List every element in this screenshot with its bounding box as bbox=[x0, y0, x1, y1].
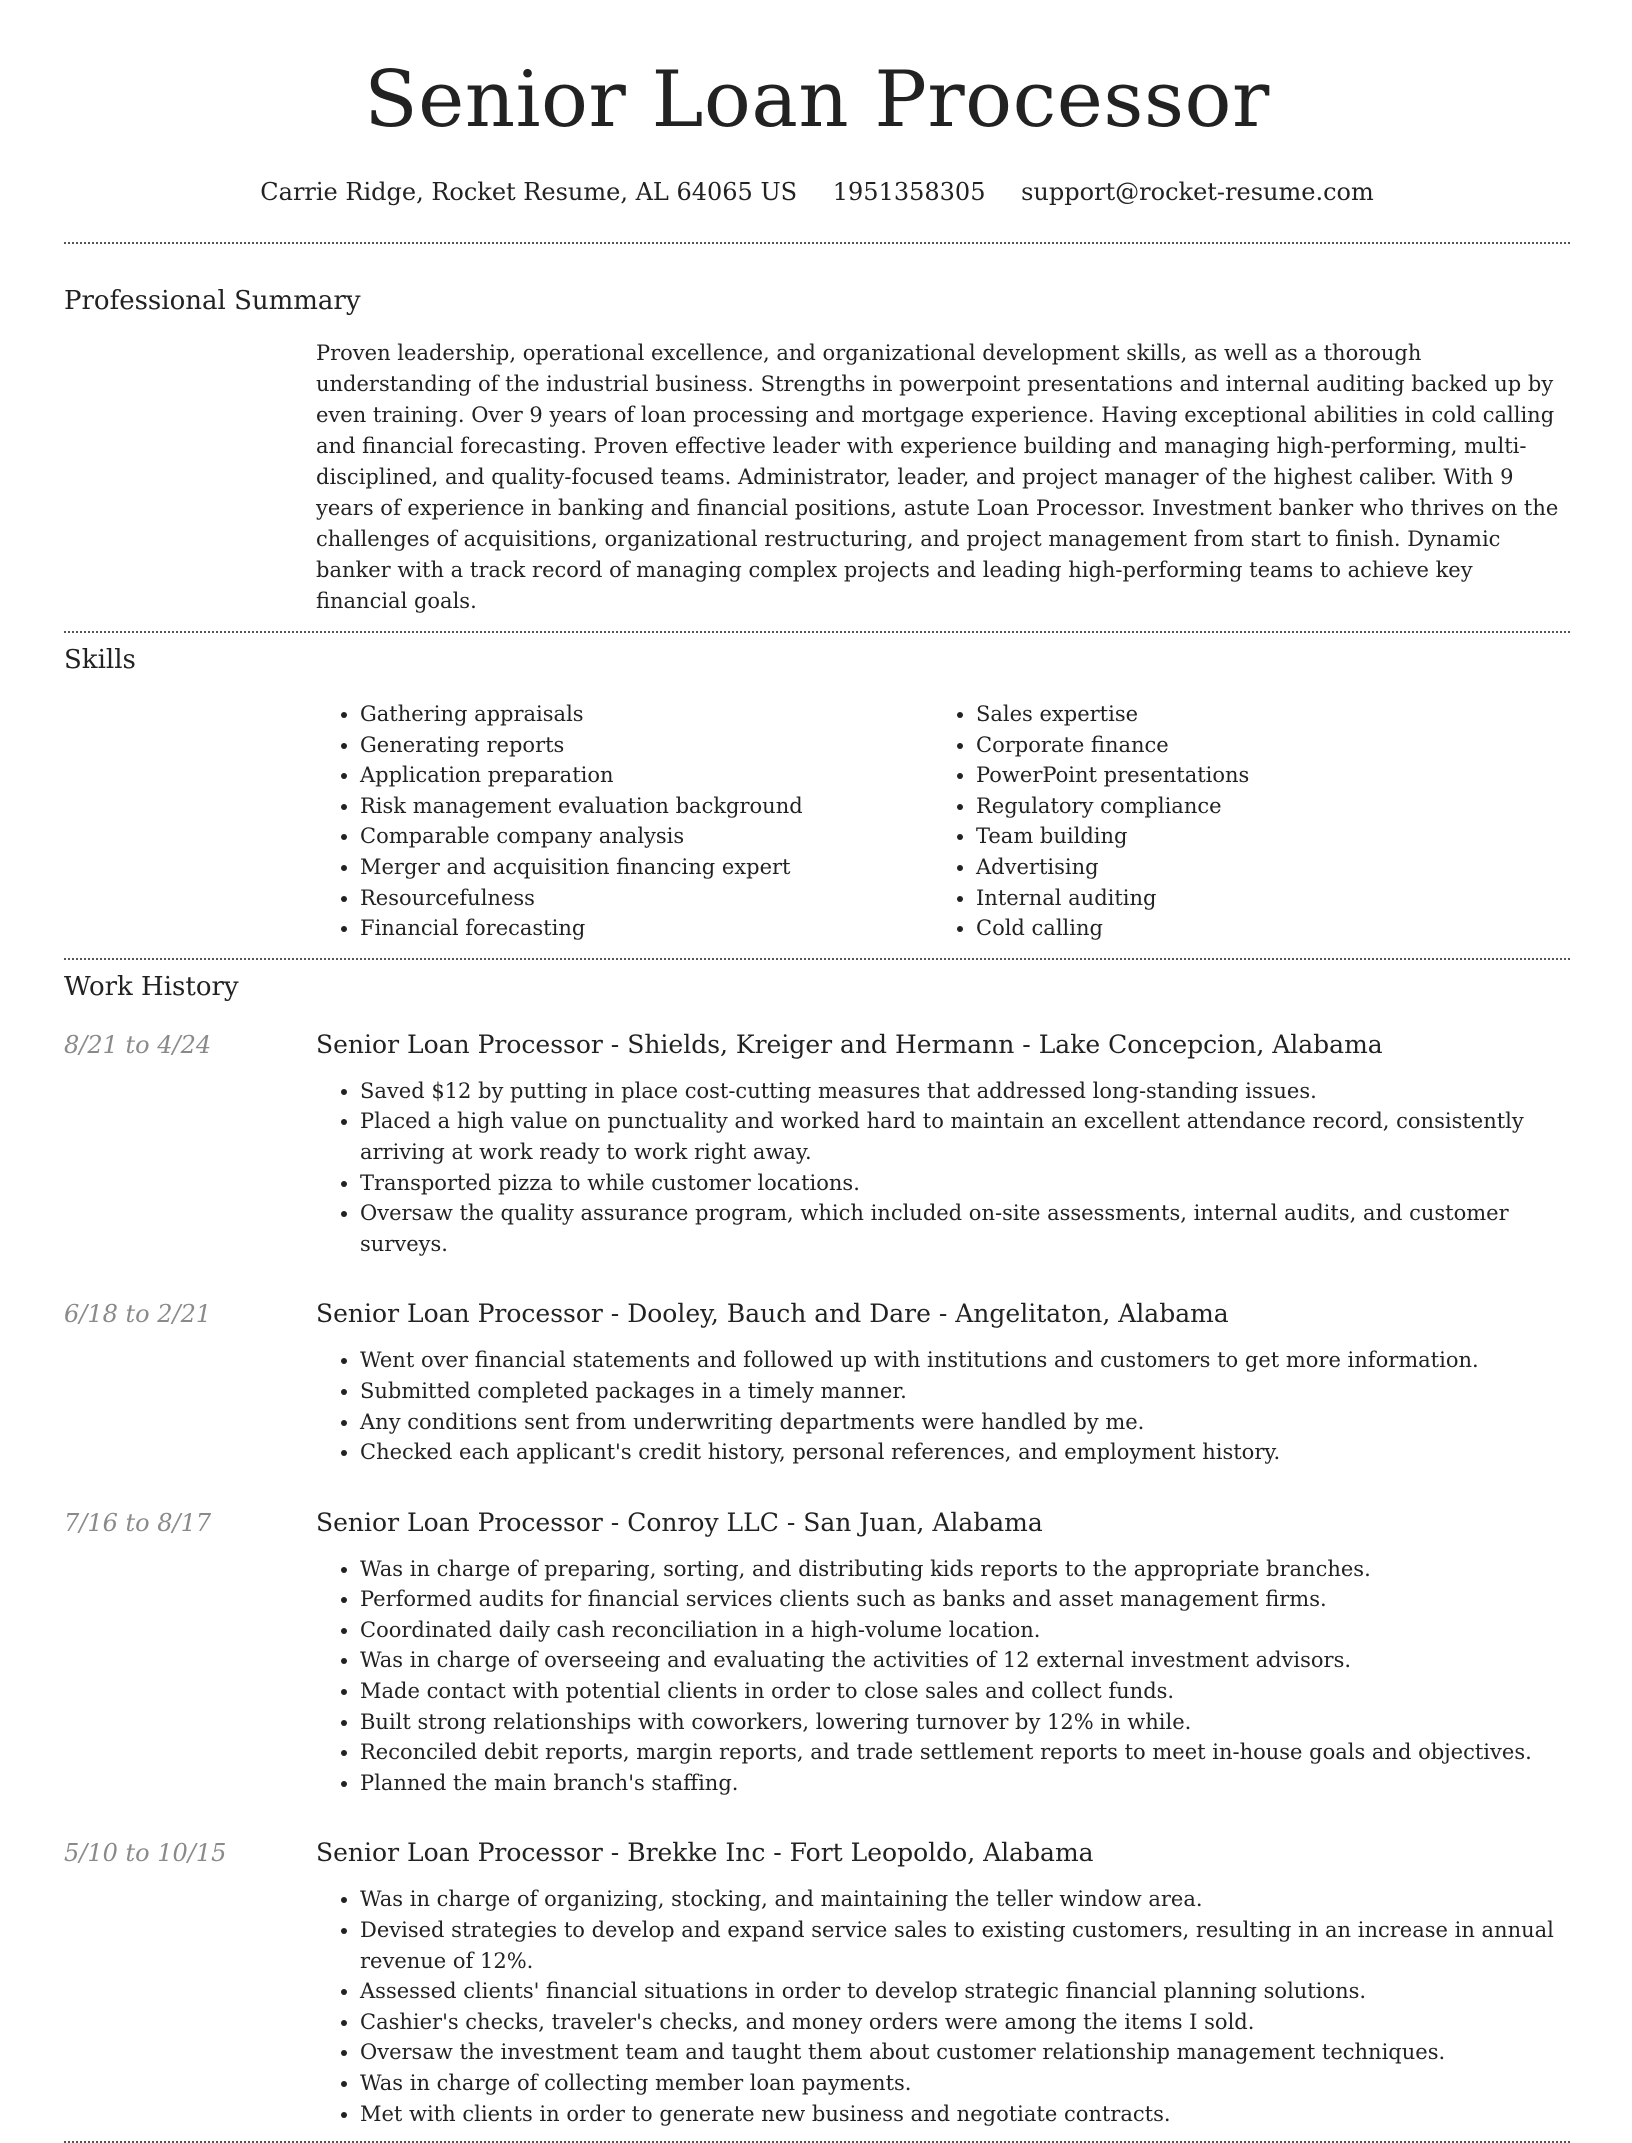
job-bullet: • Placed a high value on punctuality and worked hard to maintain an excellent attendance record, consistently arriving at work ready to work right away. bbox=[360, 1106, 1570, 1167]
job-dates: 5/10 to 10/15 bbox=[64, 1839, 227, 1868]
job-entry bbox=[64, 1836, 1570, 2129]
skills-column-right bbox=[932, 699, 1548, 944]
job-dates: 8/21 to 4/24 bbox=[64, 1030, 212, 1059]
divider bbox=[64, 958, 1570, 960]
skills-column-left bbox=[316, 699, 932, 944]
divider bbox=[64, 242, 1570, 244]
job-bullet: • Submitted completed packages in a timely manner. bbox=[360, 1376, 1570, 1407]
job-bullet: • Checked each applicant's credit history, personal references, and employment history. bbox=[360, 1437, 1570, 1468]
job-bullet: • Any conditions sent from underwriting departments were handled by me. bbox=[360, 1407, 1570, 1438]
skill-item: • Gathering appraisals bbox=[360, 699, 932, 730]
job-entry bbox=[64, 1506, 1570, 1799]
job-dates: 6/18 to 2/21 bbox=[64, 1300, 212, 1329]
job-bullet: • Planned the main branch's staffing. bbox=[360, 1768, 1570, 1799]
job-bullets bbox=[316, 1345, 1570, 1467]
contact-phone: 1951358305 bbox=[832, 178, 986, 206]
skills-section bbox=[64, 643, 1570, 944]
job-bullet: • Was in charge of collecting member loan payments. bbox=[360, 2068, 1570, 2099]
skill-item: • Team building bbox=[976, 821, 1548, 852]
skill-item: • Comparable company analysis bbox=[360, 821, 932, 852]
skills-heading: Skills bbox=[64, 645, 136, 675]
job-title: Senior Loan Processor - Shields, Kreiger and Hermann - Lake Concepcion, Alabama bbox=[316, 1029, 1383, 1059]
job-bullet: • Devised strategies to develop and expand service sales to existing customers, resulting in an increase in annual revenue of 12%. bbox=[360, 1915, 1570, 1976]
job-entry bbox=[64, 1028, 1570, 1260]
job-bullet: • Coordinated daily cash reconciliation in a high-volume location. bbox=[360, 1615, 1570, 1646]
divider bbox=[64, 631, 1570, 633]
skill-item: • Application preparation bbox=[360, 760, 932, 791]
job-bullets bbox=[316, 1076, 1570, 1260]
summary-text: Proven leadership, operational excellence, and organizational development skills, as well as a thorough understanding of the industrial business. Strengths in powerpoint presentations and internal auditing backed up by even training. Over 9 years of loan processing and mortgage experience. Having exceptional abilities in cold calling and financial forecasting. Proven effective leader with experience building and managing high-performing, multi-disciplined, and quality-focused teams. Administrator, leader, and project manager of the highest caliber. With 9 years of experience in banking and financial positions, astute Loan Processor. Investment banker who thrives on the challenges of acquisitions, organizational restructuring, and project management from start to finish. Dynamic banker with a track record of managing complex projects and leading high-performing teams to achieve key financial goals. bbox=[316, 341, 1559, 613]
job-entry bbox=[64, 1297, 1570, 1467]
contact-email: support@rocket-resume.com bbox=[1021, 178, 1374, 206]
skill-item: • PowerPoint presentations bbox=[976, 760, 1548, 791]
job-bullet: • Built strong relationships with coworkers, lowering turnover by 12% in while. bbox=[360, 1707, 1570, 1738]
resume-title: Senior Loan Processor bbox=[364, 55, 1270, 145]
skill-item: • Sales expertise bbox=[976, 699, 1548, 730]
job-bullet: • Was in charge of overseeing and evaluating the activities of 12 external investment advisors. bbox=[360, 1645, 1570, 1676]
skill-item: • Internal auditing bbox=[976, 883, 1548, 914]
skill-item: • Resourcefulness bbox=[360, 883, 932, 914]
job-bullet: • Saved $12 by putting in place cost-cutting measures that addressed long-standing issues. bbox=[360, 1076, 1570, 1107]
skill-item: • Financial forecasting bbox=[360, 913, 932, 944]
job-bullet: • Oversaw the investment team and taught them about customer relationship management techniques. bbox=[360, 2037, 1570, 2068]
job-bullet: • Assessed clients' financial situations in order to develop strategic financial planning solutions. bbox=[360, 1976, 1570, 2007]
skill-item: • Corporate finance bbox=[976, 730, 1548, 761]
job-bullet: • Reconciled debit reports, margin reports, and trade settlement reports to meet in-house goals and objectives. bbox=[360, 1737, 1570, 1768]
resume-page bbox=[64, 0, 1570, 2143]
job-bullet: • Cashier's checks, traveler's checks, and money orders were among the items I sold. bbox=[360, 2007, 1570, 2038]
job-title: Senior Loan Processor - Dooley, Bauch and Dare - Angelitaton, Alabama bbox=[316, 1299, 1229, 1329]
summary-heading: Professional Summary bbox=[64, 286, 361, 316]
job-bullet: • Met with clients in order to generate new business and negotiate contracts. bbox=[360, 2099, 1570, 2130]
skill-item: • Generating reports bbox=[360, 730, 932, 761]
job-bullet: • Oversaw the quality assurance program, which included on-site assessments, internal audits, and customer surveys. bbox=[360, 1198, 1570, 1259]
job-bullet: • Transported pizza to while customer locations. bbox=[360, 1168, 1570, 1199]
job-bullet: • Made contact with potential clients in order to close sales and collect funds. bbox=[360, 1676, 1570, 1707]
job-bullet: • Went over financial statements and followed up with institutions and customers to get more information. bbox=[360, 1345, 1570, 1376]
job-bullet: • Was in charge of organizing, stocking, and maintaining the teller window area. bbox=[360, 1884, 1570, 1915]
skills-list bbox=[316, 699, 1570, 944]
job-title: Senior Loan Processor - Conroy LLC - San Juan, Alabama bbox=[316, 1507, 1043, 1537]
job-bullet: • Was in charge of preparing, sorting, and distributing kids reports to the appropriate branches. bbox=[360, 1554, 1570, 1585]
job-bullets bbox=[316, 1884, 1570, 2129]
job-dates: 7/16 to 8/17 bbox=[64, 1508, 212, 1537]
skill-item: • Regulatory compliance bbox=[976, 791, 1548, 822]
contact-address: Carrie Ridge, Rocket Resume, AL 64065 US bbox=[260, 178, 798, 206]
work-history-section bbox=[64, 970, 1570, 2129]
skill-item: • Advertising bbox=[976, 852, 1548, 883]
summary-section bbox=[64, 284, 1570, 617]
job-bullets bbox=[316, 1554, 1570, 1799]
skill-item: • Merger and acquisition financing expert bbox=[360, 852, 932, 883]
job-bullet: • Performed audits for financial services clients such as banks and asset management firms. bbox=[360, 1584, 1570, 1615]
skill-item: • Cold calling bbox=[976, 913, 1548, 944]
skill-item: • Risk management evaluation background bbox=[360, 791, 932, 822]
work-history-heading: Work History bbox=[64, 971, 239, 1002]
job-title: Senior Loan Processor - Brekke Inc - Fort Leopoldo, Alabama bbox=[316, 1838, 1094, 1868]
contact-line bbox=[64, 176, 1570, 208]
